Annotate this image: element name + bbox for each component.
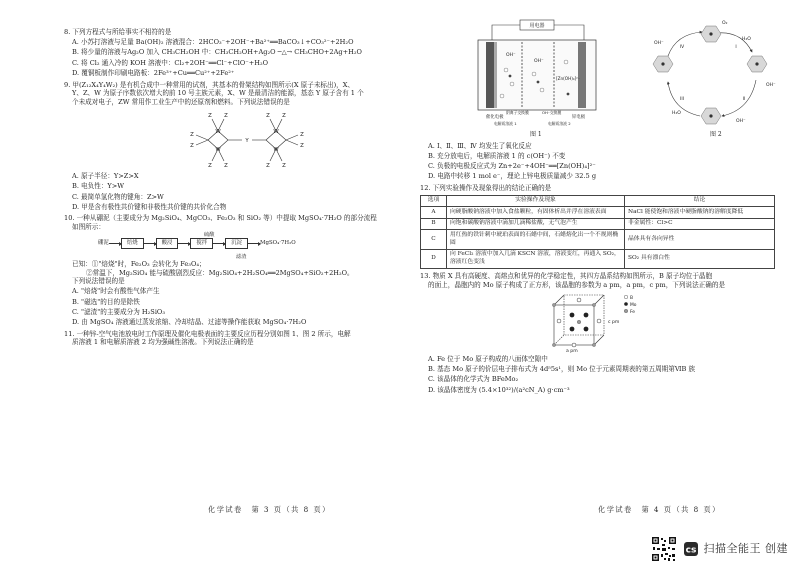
question-10-option-b: B. "磁选"的目的是除铁 [72, 297, 140, 306]
atom-z: Z [208, 162, 212, 169]
atom-z: Z [300, 131, 304, 138]
question-8 [64, 28, 390, 78]
table-row [421, 249, 775, 268]
molecule-skeleton-diagram [172, 109, 322, 171]
flow-product-hydrate: ·7H₂O [279, 239, 296, 246]
solution-1-label: 电解质溶液 1 [494, 121, 517, 126]
zinc-electrode [578, 42, 586, 108]
question-9-option-c: C. 最简单氢化物的键角：Z>W [72, 192, 164, 201]
cycle-label-oh: OH⁻ [654, 41, 664, 46]
question-8-option-a: A. 小苏打溶液与足量 Ba(OH)₂ 溶液混合：2HCO₃⁻+2OH⁻+Ba²⁺══BaCO₃↓+CO₃²⁻+2H₂O [72, 38, 354, 47]
question-10-prompt: 下列说法错误的是 [72, 277, 125, 286]
flow-reagent-label: 硫酸 [204, 231, 215, 238]
question-13-stem-line-1: 13. 物质 X 具有高硬度、高熔点和优异的化学稳定性，其四方晶系结构如图所示，B 原子均位于晶胞 [420, 272, 713, 280]
question-11-stem-line-1: 11. 一种锌-空气电池放电时工作原理及催化电极表面的主要反应历程分别如图 1、图 2 所示，电解 [64, 329, 351, 338]
question-13-option-d: D. 该晶体密度为 (5.4×10³²)/(a²cN_A) g·cm⁻³ [428, 385, 570, 394]
question-10-stem-line-1: 10. 一种从硼泥（主要成分为 Mg₂SiO₄、MgCO₃、Fe₂O₃ 和 SiO₂ 等）中提取 MgSO₄·7H₂O 的部分流程 [64, 214, 377, 223]
cycle-step-1: I [735, 45, 737, 50]
question-11-option-b: B. 充分放电后，电解质溶液 1 的 c(OH⁻) 不变 [428, 151, 566, 160]
zinc-electrode-label: 锌电极 [572, 115, 586, 120]
flow-step-stir: 搅拌 [190, 238, 213, 249]
atom-z: Z [190, 131, 194, 138]
page-4 [400, 0, 800, 520]
flow-residue-label: 滤渣 [236, 253, 247, 260]
question-8-option-c: C. 将 Cl₂ 通入冷的 KOH 溶液中：Cl₂+2OH⁻══Cl⁻+ClO⁻+H₂O [72, 58, 269, 67]
cycle-step-3: III [680, 97, 684, 102]
oh-membrane-label: OH⁻交换膜 [542, 110, 562, 115]
scanner-watermark [651, 536, 789, 562]
flow-start: 硼泥 [98, 239, 109, 246]
atom-z: Z [190, 142, 194, 149]
question-13-option-b: B. 基态 Mo 原子的价层电子排布式为 4d⁵5s¹，则 Mo 位于元素周期表的第五周期第ⅥB 族 [428, 365, 696, 374]
flow-step-acid: 酸浸 [156, 238, 179, 249]
question-10-option-c: C. "滤渣"的主要成分为 H₂SiO₃ [72, 307, 165, 316]
table-cell-option: D [421, 249, 447, 268]
atom-z: Z [266, 112, 270, 119]
cycle-label-oh: OH⁻ [736, 119, 746, 124]
atom-w-right-bottom: W [273, 146, 279, 153]
experiment-table [420, 195, 775, 269]
table-cell-conclusion: 晶体具有各向异性 [625, 230, 775, 249]
question-13-stem-line-2: 的面上，晶胞内的 Mo 原子构成了正方形，该晶胞的参数为 a pm，a pm，c pm，下列说法正确的是 [428, 280, 726, 289]
atom-z: Z [300, 142, 304, 149]
figure-1-caption: 图 1 [530, 131, 542, 138]
table-cell-option: B [421, 218, 447, 230]
qr-code-icon [651, 536, 677, 562]
question-10-stem-line-2: 如图所示： [72, 223, 105, 232]
cycle-label-oh: OH⁻ [766, 83, 776, 88]
page-3-footer: 化学试卷 第 3 页（共 8 页） [208, 504, 331, 514]
atom-z: Z [224, 112, 228, 119]
question-9-option-d: D. 甲是含有极性共价键和非极性共价键的共价化合物 [72, 202, 227, 211]
zinc-air-battery-figure [472, 18, 602, 130]
table-header-option: 选项 [421, 195, 447, 207]
question-9-stem-line-1: 9. 甲(Z₁₂X₄Y₄W₂) 是有机合成中一种常用的试剂，其基本的骨架结构如图所示(X 原子未标出)，X、 [64, 80, 355, 89]
question-13 [420, 272, 790, 394]
cycle-label-h2o: H₂O [742, 37, 751, 42]
page-4-footer: 化学试卷 第 4 页（共 8 页） [598, 504, 721, 514]
question-8-option-d: D. 覆铜板制作印刷电路板：2Fe³⁺+Cu══Cu²⁺+2Fe²⁺ [72, 68, 235, 77]
table-header-conclusion: 结论 [625, 195, 775, 207]
flow-step-precipitate: 沉淀 [225, 238, 248, 249]
table-header-row [421, 195, 775, 207]
question-11-figures [420, 18, 790, 140]
zincate-label: [Zn(OH)₄]²⁻ [556, 76, 581, 81]
question-10 [64, 214, 390, 326]
question-11-option-d: D. 电路中转移 1 mol e⁻，理论上锌电极质量减少 32.5 g [428, 172, 597, 181]
question-12-stem: 12. 下列实验操作及现象得出的结论正确的是 [420, 183, 552, 192]
table-cell-conclusion: SO₂ 具有漂白性 [625, 249, 775, 268]
figure-2-caption: 图 2 [710, 131, 722, 138]
dimension-c: c pm [608, 320, 620, 326]
atom-z: Z [224, 162, 228, 169]
question-13-option-c: C. 该晶体的化学式为 BFeMo₂ [428, 375, 519, 384]
question-9 [64, 81, 390, 212]
question-10-note-1: 已知：①"焙烧"时，Fe₂O₃ 会转化为 Fe₃O₄； [72, 259, 206, 268]
question-8-option-b: B. 将少量的溶液与Ag₂O 加入 CH₃CH₂OH 中：CH₃CH₂OH+Ag₂O ─△→ CH₃CHO+2Ag+H₂O [72, 48, 362, 57]
question-9-stem-line-3: 个未成对电子，ZW 常用作工业生产中的还原剂和燃料。下列说法错误的是 [72, 97, 290, 106]
question-11-option-a: A. Ⅰ、Ⅱ、Ⅲ、Ⅳ 均发生了氧化反应 [428, 141, 532, 150]
question-8-stem: 8. 下列方程式与所给事实不相符的是 [64, 28, 172, 36]
table-row [421, 230, 775, 249]
cycle-step-2: II [742, 97, 746, 102]
cycle-label-h2o: H₂O [672, 111, 681, 116]
question-10-option-a: A. "焙烧"时会有酸性气体产生 [72, 287, 160, 296]
question-11-stem [64, 330, 390, 347]
flow-product: MgSO₄ [259, 239, 280, 246]
table-row [421, 207, 775, 219]
catalytic-cycle-figure [652, 18, 782, 130]
atom-y: Y [245, 137, 249, 144]
cycle-step-4: IV [679, 45, 685, 50]
legend-b: B [630, 296, 634, 302]
table-cell-conclusion: NaCl 能使饱和溶液中硬脂酸钠的溶解度降低 [625, 207, 775, 219]
legend-mo: Mo [630, 303, 637, 309]
question-10-note-2: ②常温下，Mg₂SiO₄ 能与硫酸剧烈反应：Mg₂SiO₄+2H₂SO₄══2MgSO₄+SiO₂+2H₂O。 [86, 268, 354, 277]
table-cell-option: C [421, 230, 447, 249]
solution-2-label: 电解质溶液 2 [548, 121, 571, 126]
question-12 [420, 184, 790, 269]
question-11-stem-line-2: 质溶液 1 和电解质溶液 2 均为强碱性溶液。下列说法正确的是 [72, 338, 254, 347]
table-header-procedure: 实验操作及现象 [447, 195, 625, 207]
flow-step-roast: 焙烧 [121, 238, 144, 249]
table-cell-procedure: 向饱和碳酸钠溶液中滴加几滴稀盐酸，无气泡产生 [447, 218, 625, 230]
question-11-option-c: C. 负极的电极反应式为 Zn+2e⁻+4OH⁻══[Zn(OH)₄]²⁻ [428, 161, 596, 170]
question-10-option-d: D. 由 MgSO₄ 溶液通过蒸发浓缩、冷却结晶、过滤等操作能获取 MgSO₄·7H₂O [72, 318, 307, 327]
question-9-option-b: B. 电负性：Y>W [72, 182, 125, 191]
atom-w-left-bottom: W [215, 146, 221, 153]
table-cell-option: A [421, 207, 447, 219]
question-9-stem-line-2: Y、Z、W 为原子序数依次增大的前 10 号主族元素，X、W 是最清洁的能源，基态 Y 原子含有 1 个 [72, 89, 364, 98]
device-label: 用电器 [529, 23, 545, 29]
page-3 [0, 0, 400, 520]
catalytic-electrode-label: 催化电极 [486, 115, 504, 120]
table-cell-conclusion: 非金属性：Cl>C [625, 218, 775, 230]
table-cell-procedure: 向 FeCl₂ 溶液中加入几滴 KSCN 溶液，溶液变红，再通入 SO₂，溶液红色变浅 [447, 249, 625, 268]
atom-w-right-top: W [273, 128, 279, 135]
crystal-cell-figure [540, 291, 650, 353]
atom-z: Z [282, 162, 286, 169]
question-13-option-a: A. Fe 位于 Mo 原子构成的八面体空隙中 [428, 354, 548, 363]
anion-membrane-label: 阴离子交换膜 [506, 110, 529, 115]
question-11-options [420, 142, 790, 181]
process-flow-diagram [64, 232, 390, 260]
watermark-text: 扫描全能王 创建 [703, 541, 788, 555]
table-cell-procedure: 向硬脂酸钠溶液中加入食盐颗粒，有固体析出并浮在溶液表面 [447, 207, 625, 219]
question-9-option-a: A. 原子半径：Y>Z>X [72, 172, 139, 181]
table-cell-procedure: 用红热的铁针刺中琥珀表面的石蜡中间，石蜡熔化出一个不规则椭圆 [447, 230, 625, 249]
atom-z: Z [282, 112, 286, 119]
legend-fe: Fe [630, 310, 635, 316]
catalytic-electrode [486, 42, 494, 108]
scanner-logo-icon [683, 541, 699, 557]
atom-w-left-top: W [215, 128, 221, 135]
dimension-a: a pm [566, 349, 578, 354]
oh-label-mid: OH⁻ [534, 59, 544, 64]
cycle-label-o2: O₂ [722, 21, 728, 26]
table-row [421, 218, 775, 230]
atom-z: Z [208, 112, 212, 119]
svg-text:cs: cs [685, 545, 696, 556]
atom-z: Z [266, 162, 270, 169]
oh-label-left: OH⁻ [506, 53, 516, 58]
